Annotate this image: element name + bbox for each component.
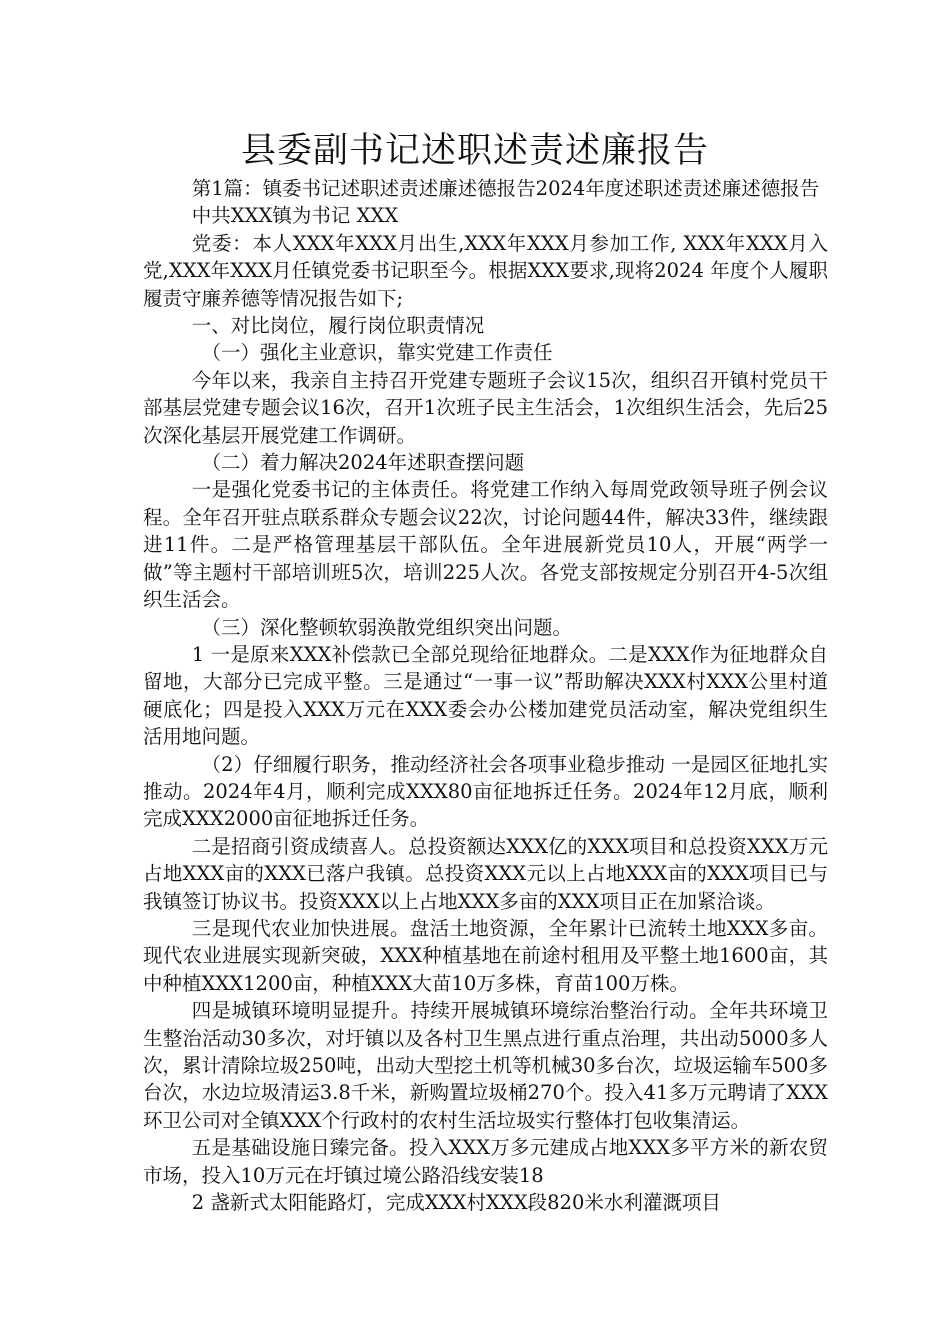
paragraph: 五是基础设施日臻完备。投入XXX万多元建成占地XXX多平方米的新农贸市场，投入10万元在圩镇过境公路沿线安装18	[143, 1136, 828, 1187]
paragraph: 二是招商引资成绩喜人。总投资额达XXX亿的XXX项目和总投资XXX万元占地XXX亩的XXX已落户我镇。总投资XXX元以上占地XXX亩的XXX项目已与我镇签订协议书。投资XXX以上占地XXX多亩的XXX项目正在加紧洽谈。	[143, 834, 828, 913]
paragraph: 2 盏新式太阳能路灯，完成XXX村XXX段820米水利灌溉项目	[191, 1191, 721, 1215]
paragraph: 四是城镇环境明显提升。持续开展城镇环境综治整治行动。全年共环境卫生整治活动30多次，对圩镇以及各村卫生黑点进行重点治理，共出动5000多人次，累计清除垃圾250吨，出动大型挖土机等机械30多台次，垃圾运输车500多台次，水边垃圾清运3.8千米，新购置垃圾桶270个。投入41多万元聘请了XXX环卫公司对全镇XXX个行政村的农村生活垃圾实行整体打包收集清运。	[143, 999, 828, 1132]
document-body	[143, 175, 828, 1216]
document-title: 县委副书记述职述责述廉报告	[240, 131, 709, 171]
subsection-heading-3: （三）深化整顿软弱涣散党组织突出问题。	[201, 615, 573, 639]
paragraph: 一是强化党委书记的主体责任。将党建工作纳入每周党政领导班子例会议程。全年召开驻点联系群众专题会议22次，讨论问题44件，解决33件，继续跟进11件。二是严格管理基层干部队伍。全年进展新党员10人，开展“两学一做”等主题村干部培训班5次，培训225人次。各党支部按规定分别召开4-5次组织生活会。	[143, 478, 828, 612]
paragraph-intro: 党委：本人XXX年XXX月出生,XXX年XXX月参加工作, XXX年XXX月入党,XXX年XXX月任镇党委书记职至今。根据XXX要求,现将2024 年度个人履职履责守廉养德等情况报告如下;	[143, 231, 828, 310]
paragraph-author-line: 中共XXX镇为书记 XXX	[191, 204, 399, 228]
paragraph-heading-article: 第1篇：镇委书记述职述责述廉述德报告2024年度述职述责述廉述德报告	[191, 177, 820, 200]
section-heading-1: 一、对比岗位，履行岗位职责情况	[191, 314, 485, 338]
paragraph: 今年以来，我亲自主持召开党建专题班子会议15次，组织召开镇村党员干部基层党建专题会议16次，召开1次班子民主生活会，1次组织生活会，先后25次深化基层开展党建工作调研。	[143, 368, 828, 447]
paragraph: 三是现代农业加快进展。盘活土地资源，全年累计已流转土地XXX多亩。现代农业进展实现新突破，XXX种植基地在前途村租用及平整土地1600亩，其中种植XXX1200亩，种植XXX大苗10万多株，育苗100万株。	[143, 916, 828, 995]
subsection-heading-1: （一）强化主业意识，靠实党建工作责任	[201, 341, 553, 365]
paragraph: 1 一是原来XXX补偿款已全部兑现给征地群众。二是XXX作为征地群众自留地，大部分已完成平整。三是通过“一事一议”帮助解决XXX村XXX公里村道硬底化；四是投入XXX万元在XXX委会办公楼加建党员活动室，解决党组织生活用地问题。	[143, 642, 828, 749]
paragraph: （2）仔细履行职务，推动经济社会各项事业稳步推动 一是园区征地扎实推动。2024年4月，顺利完成XXX80亩征地拆迁任务。2024年12月底，顺利完成XXX2000亩征地拆迁任务。	[143, 752, 828, 831]
subsection-heading-2: （二）着力解决2024年述职查摆问题	[201, 451, 525, 475]
